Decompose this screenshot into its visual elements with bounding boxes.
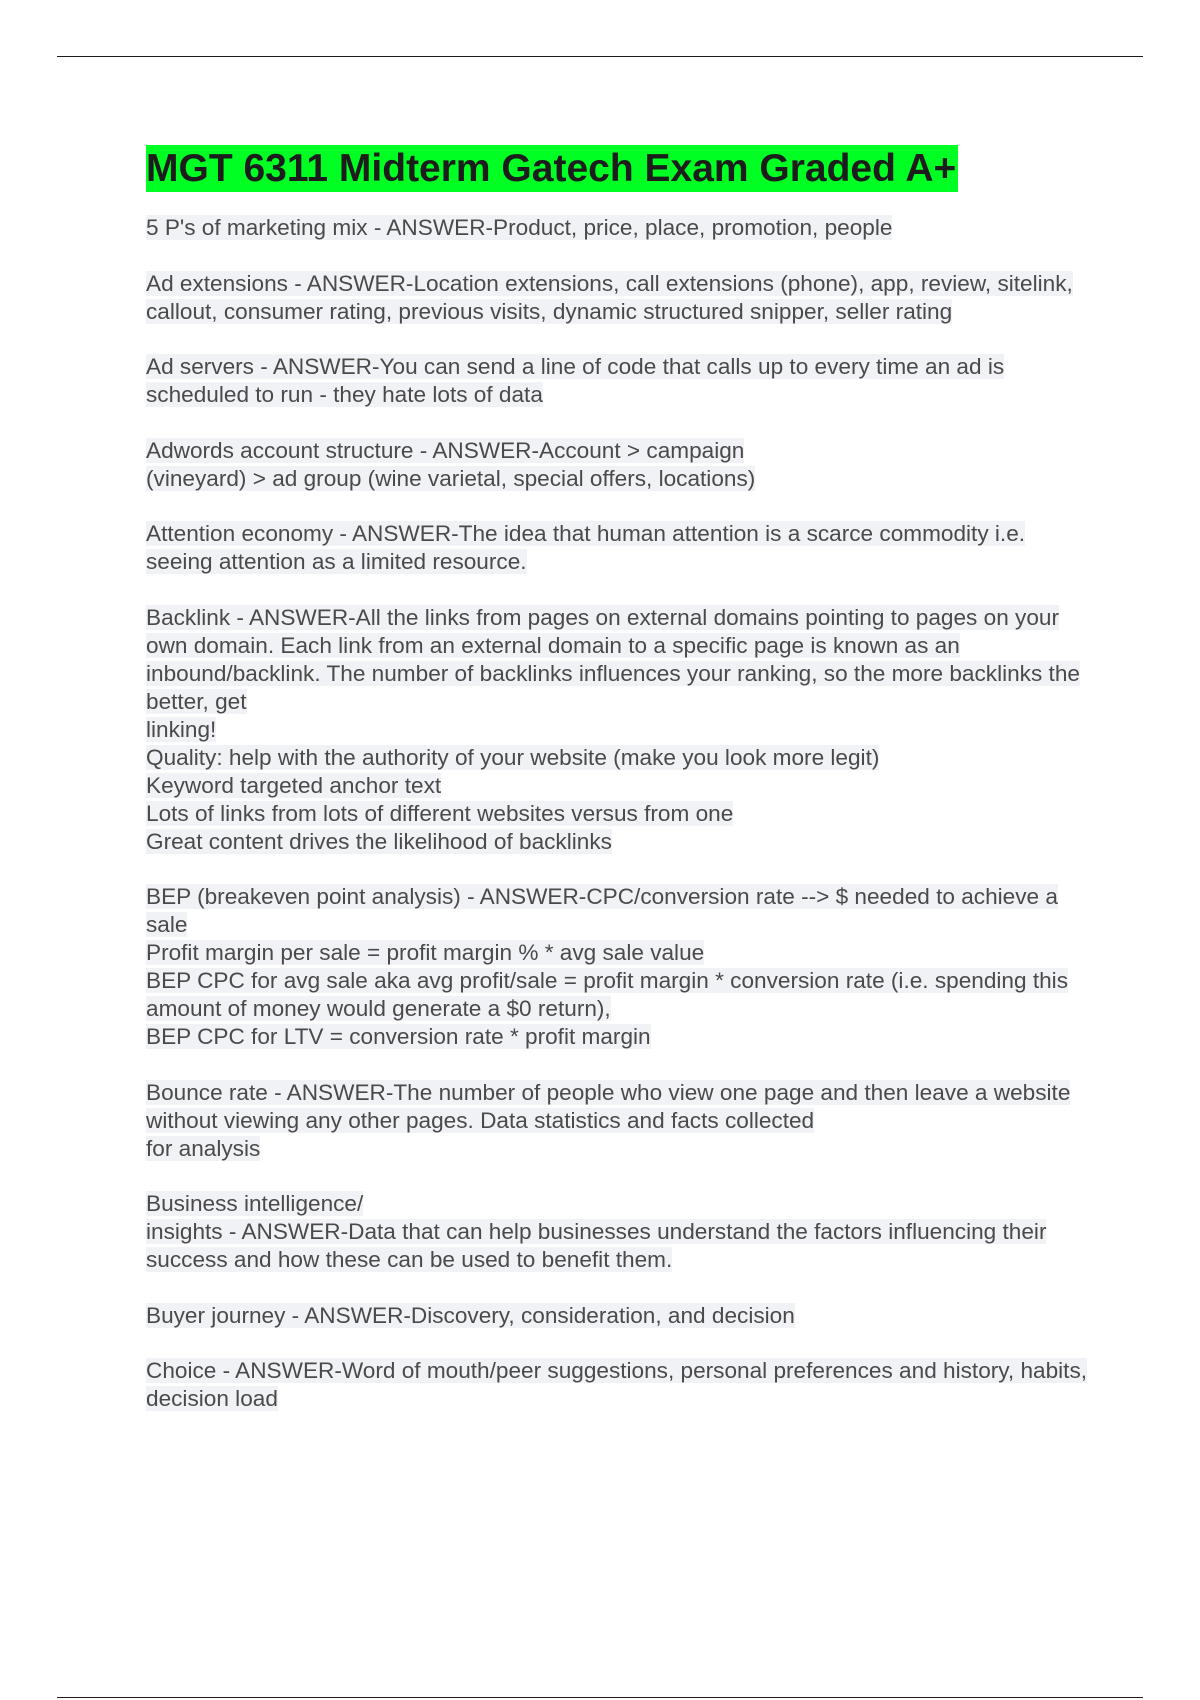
entry-text: Adwords account structure - ANSWER-Account > campaign xyxy=(146,437,745,463)
document-title: MGT 6311 Midterm Gatech Exam Graded A+ xyxy=(146,147,957,190)
entry-text: Lots of links from lots of different websites versus from one xyxy=(146,800,734,826)
qa-entry-choice xyxy=(146,1357,1096,1413)
qa-entry-bep xyxy=(146,883,1096,1051)
entry-text: Keyword targeted anchor text xyxy=(146,772,442,798)
qa-entry-backlink xyxy=(146,604,1096,856)
qa-entry-ad-extensions xyxy=(146,270,1096,326)
entry-text: BEP (breakeven point analysis) - ANSWER-CPC/conversion rate --> $ needed to achieve a sale xyxy=(146,884,1058,937)
entry-text: Profit margin per sale = profit margin % * avg sale value xyxy=(146,940,705,965)
qa-entry-bounce-rate xyxy=(146,1079,1096,1163)
top-rule xyxy=(57,56,1143,57)
entry-text: (vineyard) > ad group (wine varietal, special offers, locations) xyxy=(146,465,756,491)
entry-text: Great content drives the likelihood of backlinks xyxy=(146,828,612,854)
qa-entry-adwords-structure xyxy=(146,437,1096,493)
entry-text: insights - ANSWER-Data that can help businesses understand the factors influencing their success and how these can be used to benefit them. xyxy=(146,1219,1047,1272)
entry-text: 5 P's of marketing mix - ANSWER-Product, price, place, promotion, people xyxy=(146,215,893,240)
entry-text: Choice - ANSWER-Word of mouth/peer suggestions, personal preferences and history, habits, decision load xyxy=(146,1358,1088,1411)
entry-text: for analysis xyxy=(146,1135,261,1161)
document-body xyxy=(146,145,1096,1441)
entry-text: Business intelligence/ xyxy=(146,1191,364,1216)
qa-entry-business-intelligence xyxy=(146,1190,1096,1274)
bottom-rule xyxy=(57,1697,1143,1698)
entry-text: Backlink - ANSWER-All the links from pages on external domains pointing to pages on your own domain. Each link from an external domain to a specific page is known as an inbound/backlink. The number of backlinks influences your ranking, so the more backlinks the better, get xyxy=(146,604,1080,714)
qa-entry-marketing-mix xyxy=(146,214,1096,242)
entry-text: Bounce rate - ANSWER-The number of people who view one page and then leave a website without viewing any other pages. Data statistics and facts collected xyxy=(146,1079,1071,1133)
qa-entry-ad-servers xyxy=(146,353,1096,409)
entry-text: BEP CPC for avg sale aka avg profit/sale = profit margin * conversion rate (i.e. spending this amount of money would generate a $0 return), xyxy=(146,968,1068,1021)
entry-text: Buyer journey - ANSWER-Discovery, consideration, and decision xyxy=(146,1302,795,1328)
qa-list xyxy=(146,214,1096,1413)
qa-entry-attention-economy xyxy=(146,520,1096,576)
entry-text: BEP CPC for LTV = conversion rate * profit margin xyxy=(146,1024,651,1049)
entry-text: Ad extensions - ANSWER-Location extensions, call extensions (phone), app, review, sitelink, callout, consumer rating, previous visits, dynamic structured snipper, seller rating xyxy=(146,270,1073,324)
entry-text: linking! xyxy=(146,716,217,742)
qa-entry-buyer-journey xyxy=(146,1302,1096,1330)
entry-text: Ad servers - ANSWER-You can send a line of code that calls up to every time an ad is scheduled to run - they hate lots of data xyxy=(146,354,1005,407)
entry-text: Quality: help with the authority of your website (make you look more legit) xyxy=(146,744,880,770)
entry-text: Attention economy - ANSWER-The idea that human attention is a scarce commodity i.e. seeing attention as a limited resource. xyxy=(146,521,1026,574)
